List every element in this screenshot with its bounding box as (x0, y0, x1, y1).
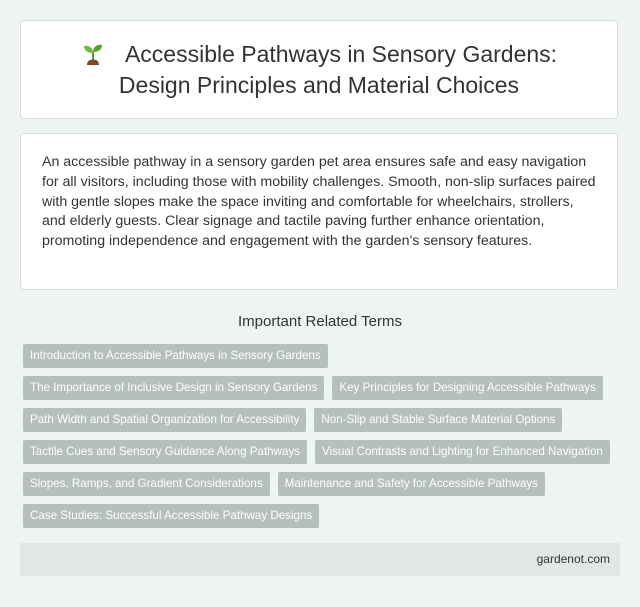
related-term-tag[interactable]: Slopes, Ramps, and Gradient Considerations (23, 472, 270, 496)
related-term-tag[interactable]: Non-Slip and Stable Surface Material Options (314, 408, 562, 432)
header-card (20, 20, 618, 119)
summary-card (20, 133, 618, 290)
related-terms-list (23, 344, 623, 528)
related-term-tag[interactable]: Introduction to Accessible Pathways in Sensory Gardens (23, 344, 328, 368)
related-term-tag[interactable]: Key Principles for Designing Accessible Pathways (332, 376, 602, 400)
page-title (49, 39, 589, 101)
sprout-icon (81, 41, 105, 65)
related-terms-heading: Important Related Terms (238, 313, 402, 330)
related-term-tag[interactable]: Visual Contrasts and Lighting for Enhanced Navigation (315, 440, 610, 464)
related-term-tag[interactable]: Path Width and Spatial Organization for Accessibility (23, 408, 306, 432)
related-term-tag[interactable]: Case Studies: Successful Accessible Pathway Designs (23, 504, 319, 528)
related-term-tag[interactable]: Maintenance and Safety for Accessible Pathways (278, 472, 545, 496)
summary-text: An accessible pathway in a sensory garden pet area ensures safe and easy navigation for all visitors, including those with mobility challenges. Smooth, non-slip surfaces paired with gentle slopes make the space inviting and comfortable for wheelchairs, strollers, and elderly guests. Clear signage and tactile paving further enhance orientation, promoting independence and engagement with the garden's sensory features. (42, 154, 596, 250)
related-term-tag[interactable]: The Importance of Inclusive Design in Sensory Gardens (23, 376, 324, 400)
footer-site-link[interactable]: gardenot.com (536, 552, 610, 566)
related-term-tag[interactable]: Tactile Cues and Sensory Guidance Along Pathways (23, 440, 307, 464)
footer-bar (20, 543, 620, 576)
page-title-text: Accessible Pathways in Sensory Gardens: Design Principles and Material Choices (118, 40, 558, 98)
